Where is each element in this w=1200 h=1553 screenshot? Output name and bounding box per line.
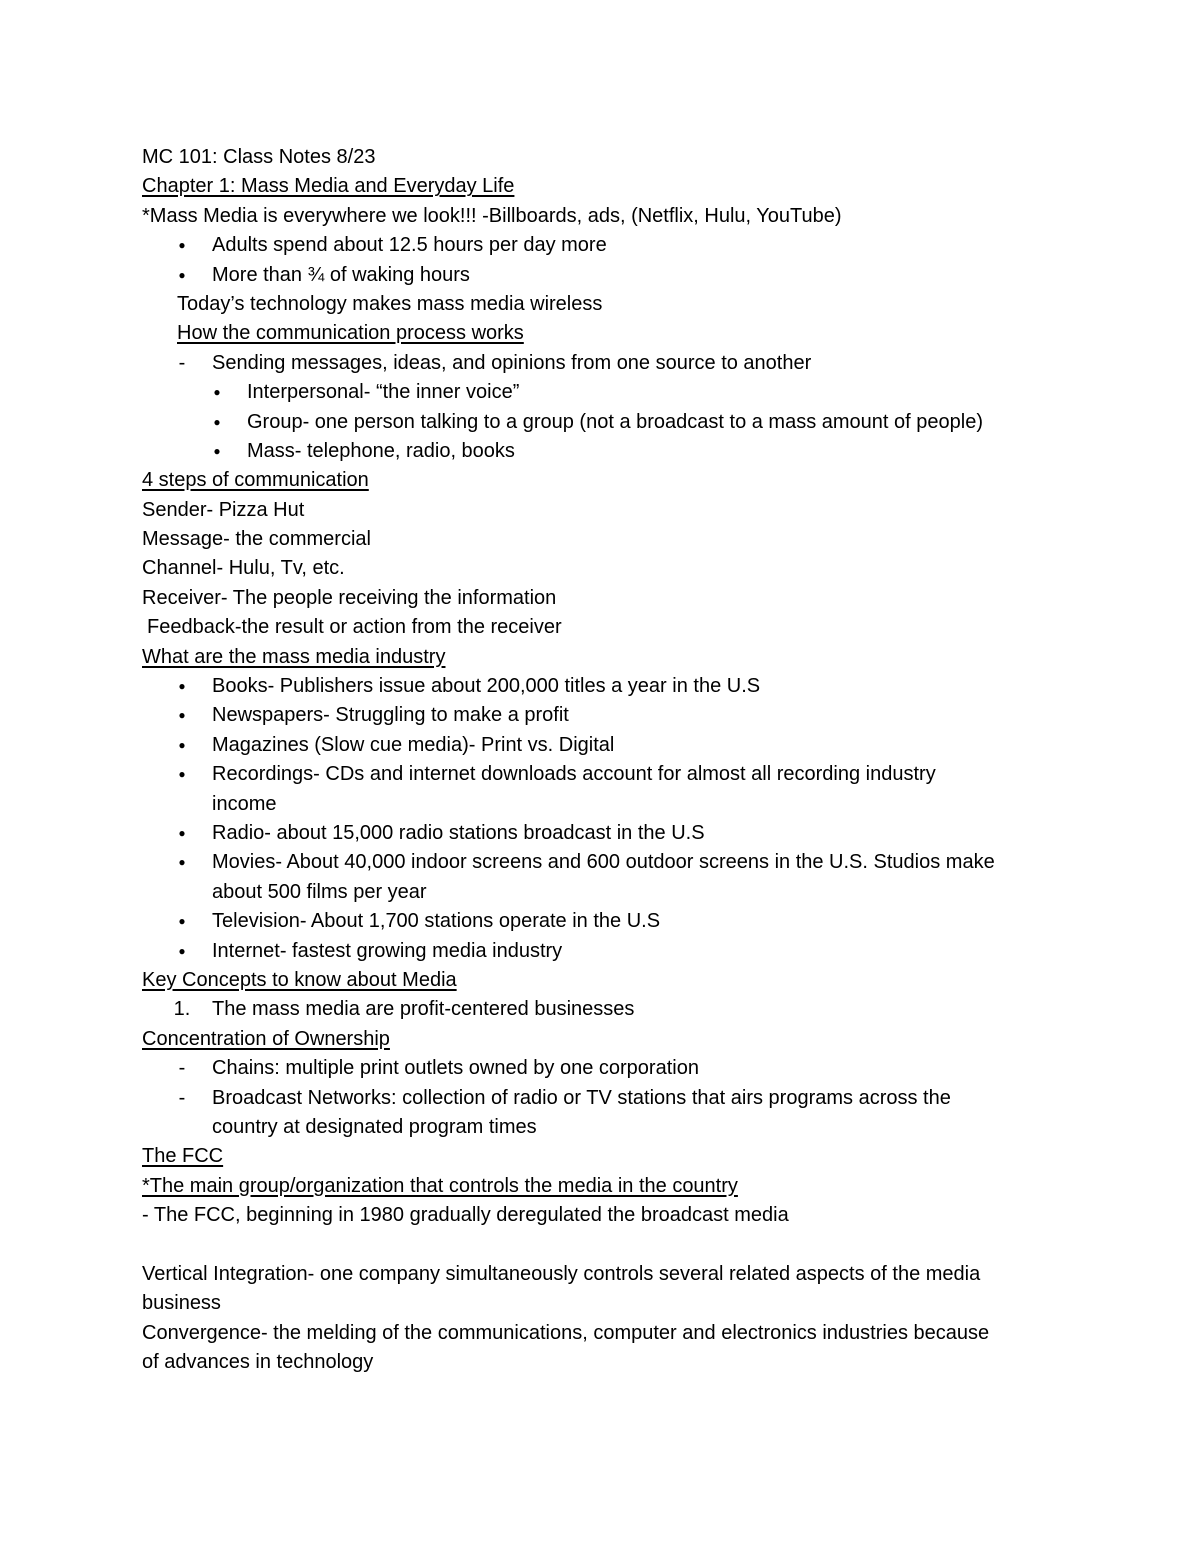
- vertical-integration-line: Vertical Integration- one company simultaneously controls several related aspects of the media: [142, 1262, 981, 1285]
- convergence-line: Convergence- the melding of the communications, computer and electronics industries because: [142, 1321, 990, 1344]
- bullet-icon: ●: [213, 443, 221, 458]
- list-item: ● Books- Publishers issue about 200,000 titles a year in the U.S: [142, 672, 1072, 701]
- list-item: ● Internet- fastest growing media industry: [142, 937, 1072, 966]
- bullet-icon: ●: [178, 855, 186, 870]
- step-line: Feedback-the result or action from the receiver: [147, 616, 562, 639]
- list-item: ● Television- About 1,700 stations operate in the U.S: [142, 907, 1072, 936]
- bullet-icon: ●: [178, 943, 186, 958]
- list-item: ● Interpersonal- “the inner voice”: [142, 378, 1072, 407]
- industry-heading: What are the mass media industry: [142, 645, 446, 668]
- list-number: 1.: [173, 998, 191, 1021]
- list-item: ● Movies- About 40,000 indoor screens and 600 outdoor screens in the U.S. Studios make: [142, 848, 1072, 877]
- bullet-icon: ●: [178, 767, 186, 782]
- bullet-icon: ●: [178, 679, 186, 694]
- notes-content: [142, 143, 1072, 1377]
- list-item: ● Mass- telephone, radio, books: [142, 437, 1072, 466]
- bullet-icon: ●: [213, 414, 221, 429]
- dash-marker: -: [178, 351, 186, 374]
- list-item-continuation: about 500 films per year: [212, 880, 427, 903]
- fcc-heading: The FCC: [142, 1145, 224, 1168]
- tech-line: Today’s technology makes mass media wireless: [177, 292, 603, 315]
- list-item: ● Group- one person talking to a group (not a broadcast to a mass amount of people): [142, 408, 1072, 437]
- convergence-continuation: of advances in technology: [142, 1351, 374, 1374]
- list-item: - Chains: multiple print outlets owned by one corporation: [142, 1054, 1072, 1083]
- list-item: - Sending messages, ideas, and opinions from one source to another: [142, 349, 1072, 378]
- step-line: Channel- Hulu, Tv, etc.: [142, 557, 345, 580]
- list-item: - Broadcast Networks: collection of radio or TV stations that airs programs across the: [142, 1084, 1072, 1113]
- process-heading: How the communication process works: [177, 322, 524, 345]
- list-item-continuation: income: [212, 792, 277, 815]
- blank-line: [142, 1230, 1072, 1259]
- fcc-line: - The FCC, beginning in 1980 gradually deregulated the broadcast media: [142, 1204, 789, 1227]
- steps-heading: 4 steps of communication: [142, 469, 369, 492]
- fcc-subheading: *The main group/organization that controls the media in the country: [142, 1174, 738, 1197]
- step-line: Sender- Pizza Hut: [142, 498, 305, 521]
- list-item: ● More than ¾ of waking hours: [142, 261, 1072, 290]
- bullet-icon: ●: [178, 267, 186, 282]
- bullet-icon: ●: [213, 385, 221, 400]
- dash-marker: -: [178, 1057, 186, 1080]
- document-title: MC 101: Class Notes 8/23: [142, 146, 376, 168]
- step-line: Receiver- The people receiving the information: [142, 586, 557, 609]
- bullet-icon: ●: [178, 825, 186, 840]
- list-item: ● Adults spend about 12.5 hours per day more: [142, 231, 1072, 260]
- list-item: ● Recordings- CDs and internet downloads account for almost all recording industry: [142, 760, 1072, 789]
- bullet-icon: ●: [178, 737, 186, 752]
- ownership-heading: Concentration of Ownership: [142, 1027, 390, 1050]
- list-item: ● Newspapers- Struggling to make a profit: [142, 701, 1072, 730]
- list-item: 1. The mass media are profit-centered businesses: [142, 995, 1072, 1024]
- list-item: ● Magazines (Slow cue media)- Print vs. Digital: [142, 731, 1072, 760]
- intro-line: *Mass Media is everywhere we look!!! -Billboards, ads, (Netflix, Hulu, YouTube): [142, 204, 842, 227]
- chapter-heading: Chapter 1: Mass Media and Everyday Life: [142, 175, 515, 198]
- list-item-continuation: country at designated program times: [212, 1115, 537, 1138]
- dash-marker: -: [178, 1086, 186, 1109]
- key-concepts-heading: Key Concepts to know about Media: [142, 968, 457, 991]
- bullet-icon: ●: [178, 708, 186, 723]
- bullet-icon: ●: [178, 238, 186, 253]
- step-line: Message- the commercial: [142, 528, 371, 551]
- list-item: ● Radio- about 15,000 radio stations broadcast in the U.S: [142, 819, 1072, 848]
- bullet-icon: ●: [178, 914, 186, 929]
- vertical-integration-continuation: business: [142, 1292, 221, 1315]
